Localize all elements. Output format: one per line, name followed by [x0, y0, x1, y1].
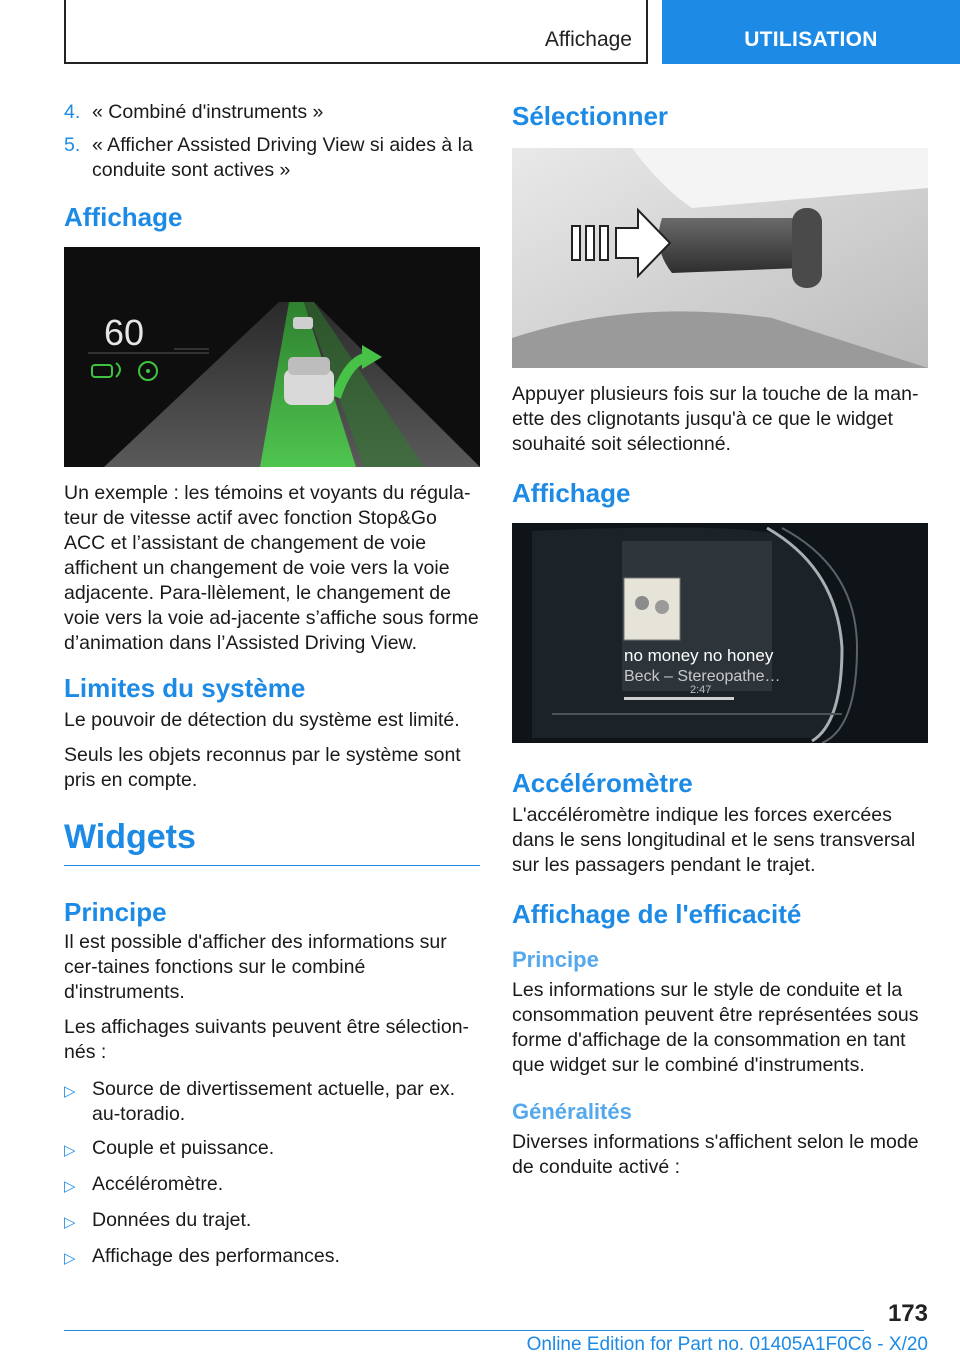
list-item: ▷ Accéléromètre.	[64, 1172, 480, 1199]
heading-selectionner: Sélectionner	[512, 101, 669, 131]
list-item: ▷ Affichage des performances.	[64, 1244, 480, 1271]
media-progress-bar	[624, 697, 734, 700]
header-box	[64, 0, 648, 64]
heading-limites: Limites du système	[64, 673, 306, 703]
widgets-heading-wrap	[64, 815, 480, 866]
heading-generalites: Généralités	[512, 1099, 632, 1124]
triangle-bullet-icon: ▷	[64, 1083, 76, 1100]
footer-rule	[64, 1330, 864, 1331]
paragraph-accelerometre: L'accéléromètre indique les forces exercées dans le sens longitudinal et le sens transversal sur les passagers pendant le trajet.	[512, 804, 916, 876]
header-section: Affichage	[544, 28, 632, 51]
paragraph-principe-2: Les affichages suivants peuvent être sélection-nés :	[64, 1016, 470, 1063]
list-item: ▷ Source de divertissement actuelle, par ex. au-toradio.	[64, 1078, 456, 1125]
driving-view-image	[64, 247, 480, 467]
paragraph-limites-2: Seuls les objets reconnus par le système sont pris en compte.	[64, 744, 461, 791]
numbered-list	[64, 100, 480, 183]
list-item	[64, 133, 480, 183]
list-text: « Combiné d'instruments »	[92, 101, 324, 123]
list-item	[64, 100, 480, 125]
turn-signal-lever-image	[512, 148, 928, 368]
media-widget-image	[512, 523, 928, 743]
media-time: 2:47	[690, 684, 712, 696]
list-item: ▷ Données du trajet.	[64, 1208, 480, 1235]
triangle-bullet-icon: ▷	[64, 1142, 76, 1159]
heading-accelerometre: Accéléromètre	[512, 768, 693, 798]
paragraph-appuyer: Appuyer plusieurs fois sur la touche de la man-ette des clignotants jusqu'à ce que le widget souhaité soit sélectionné.	[512, 383, 919, 455]
paragraph-exemple: Un exemple : les témoins et voyants du régula-teur de vitesse actif avec fonction Stop&Go ACC et l’assistant de changement de voie affichent un changement de voie vers la voie adjacente. Para-llèlement, le changement de voie vers la voie ad-jacente s’affiche sous forme d’animation dans l’Assisted Driving View.	[64, 482, 479, 654]
page-number: 173	[887, 1300, 928, 1327]
left-column	[64, 100, 480, 1280]
footer-edition: Online Edition for Part no. 01405A1F0C6 - X/20	[526, 1334, 928, 1355]
heading-efficacite: Affichage de l'efficacité	[512, 899, 802, 929]
list-text: « Afficher Assisted Driving View si aides à la conduite sont actives »	[92, 134, 473, 181]
list-item: ▷ Couple et puissance.	[64, 1136, 480, 1163]
bullet-list	[64, 1077, 480, 1271]
heading-widgets: Widgets	[64, 818, 196, 856]
heading-principe: Principe	[64, 897, 167, 927]
header-tab[interactable]: UTILISATION	[662, 0, 960, 64]
paragraph-limites-1: Le pouvoir de détection du système est limité.	[64, 709, 460, 731]
media-artist: Beck – Stereopathe…	[624, 668, 781, 685]
triangle-bullet-icon: ▷	[64, 1214, 76, 1231]
list-number: 5.	[64, 134, 81, 156]
list-number: 4.	[64, 101, 81, 123]
triangle-bullet-icon: ▷	[64, 1178, 76, 1195]
right-column	[512, 100, 928, 1190]
paragraph-generalites: Diverses informations s'affichent selon le mode de conduite activé :	[512, 1131, 919, 1178]
media-song-title: no money no honey	[624, 646, 774, 665]
paragraph-principe-1: Il est possible d'afficher des informations sur cer-taines fonctions sur le combiné d'instruments.	[64, 931, 447, 1003]
heading-affichage-right: Affichage	[512, 478, 631, 508]
album-cover	[624, 578, 680, 640]
heading-principe-right: Principe	[512, 947, 599, 972]
heading-affichage: Affichage	[64, 202, 183, 232]
triangle-bullet-icon: ▷	[64, 1250, 76, 1267]
gauge-speed: 60	[104, 312, 145, 353]
paragraph-principe-right: Les informations sur le style de conduite et la consommation peuvent être représentées sous forme d'affichage de la consommation en tant que widget sur le combiné d'instruments.	[512, 979, 919, 1076]
